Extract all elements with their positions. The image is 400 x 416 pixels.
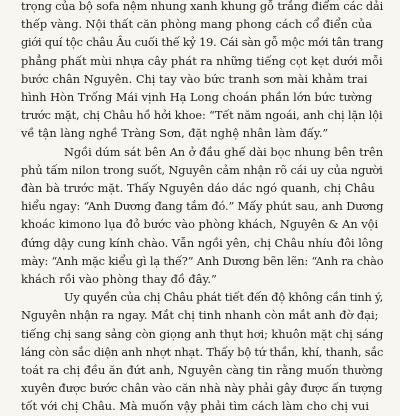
text-line: toát ra chị đều ăn đứt anh, Nguyên càng tin rằng muốn thường <box>21 363 383 378</box>
page-body-text <box>21 0 383 416</box>
text-line: thếp vàng. Nội thất căn phòng mang phong cách cổ điển của <box>21 17 372 32</box>
text-line-indented: Uy quyền của chị Châu phát tiết đến độ không cần tinh ý, <box>64 290 384 305</box>
text-line: láng còn sắc diện anh nhợt nhạt. Thấy bộ tứ thần, khí, thanh, sắc <box>21 344 384 359</box>
paragraph-1 <box>21 0 383 143</box>
text-line: trọng của bộ sofa nệm nhung xanh khung gỗ trắng điểm các dải <box>21 0 384 13</box>
text-line: bước chân Nguyên. Chị tay vào bức tranh sơn mài khảm trai <box>21 71 368 86</box>
text-line: đứng dậy cung kính chào. Vẫn ngồi yên, chị Châu nhíu đôi lông <box>21 235 384 250</box>
text-line: xuyên được bước chân vào căn nhà này phải gây được ấn tượng <box>21 381 383 396</box>
text-line: về tận làng nghề Tràng Sơn, đặt nghệ nhân làm đấy.” <box>21 126 329 141</box>
text-line: hình Hòn Trống Mái vịnh Hạ Long choán phần lớn bức tường <box>21 90 373 105</box>
paragraph-2 <box>21 143 383 289</box>
text-line-indented: Ngồi dúm sát bên An ở đầu ghế dài bọc nhung bên trên <box>64 144 384 159</box>
text-line: khoác kimono lụa đỏ bước vào phòng khách, Nguyên & An vội <box>21 217 379 232</box>
text-line: khách rồi vào phòng thay đồ đây.” <box>21 272 217 287</box>
text-line: mày: “Anh mặc kiểu gì lạ thế?” Anh Dương bẽn lẽn: “Anh ra chào <box>21 253 384 268</box>
text-line: Nguyên nhận ra ngay. Mắt chị tinh nhanh còn mắt anh đờ đại; <box>21 308 379 323</box>
text-line: đàn bà trước mặt. Thấy Nguyên dáo dác ngó quanh, chị Châu <box>21 181 375 196</box>
text-line: giới quí tộc châu Âu cuối thế kỷ 19. Cái sàn gỗ mộc mới tân trang <box>21 35 384 50</box>
paragraph-3 <box>21 288 383 415</box>
text-line: phủ tấm nilon trong suốt, Nguyên cảm nhận rõ cái uy của người <box>21 162 383 177</box>
text-line: trước mặt, chị Châu hồ hởi khoe: “Tết năm ngoái, anh chị lặn lội <box>21 108 383 123</box>
text-line: tiếng chị sang sảng còn giọng anh thụt hơi; khuôn mặt chị sáng <box>21 326 384 341</box>
text-line: tốt với chị Châu. Mà muốn vậy phải tìm cách làm cho chị vui <box>21 399 369 414</box>
text-line: hiểu ngay: “Anh Dương đang tắm đó.” Mấy phút sau, anh Dương <box>21 199 384 214</box>
text-line: phẳng phất mùi nhựa cây phát ra những tiếng cọt kẹt dưới mỗi <box>21 53 383 68</box>
